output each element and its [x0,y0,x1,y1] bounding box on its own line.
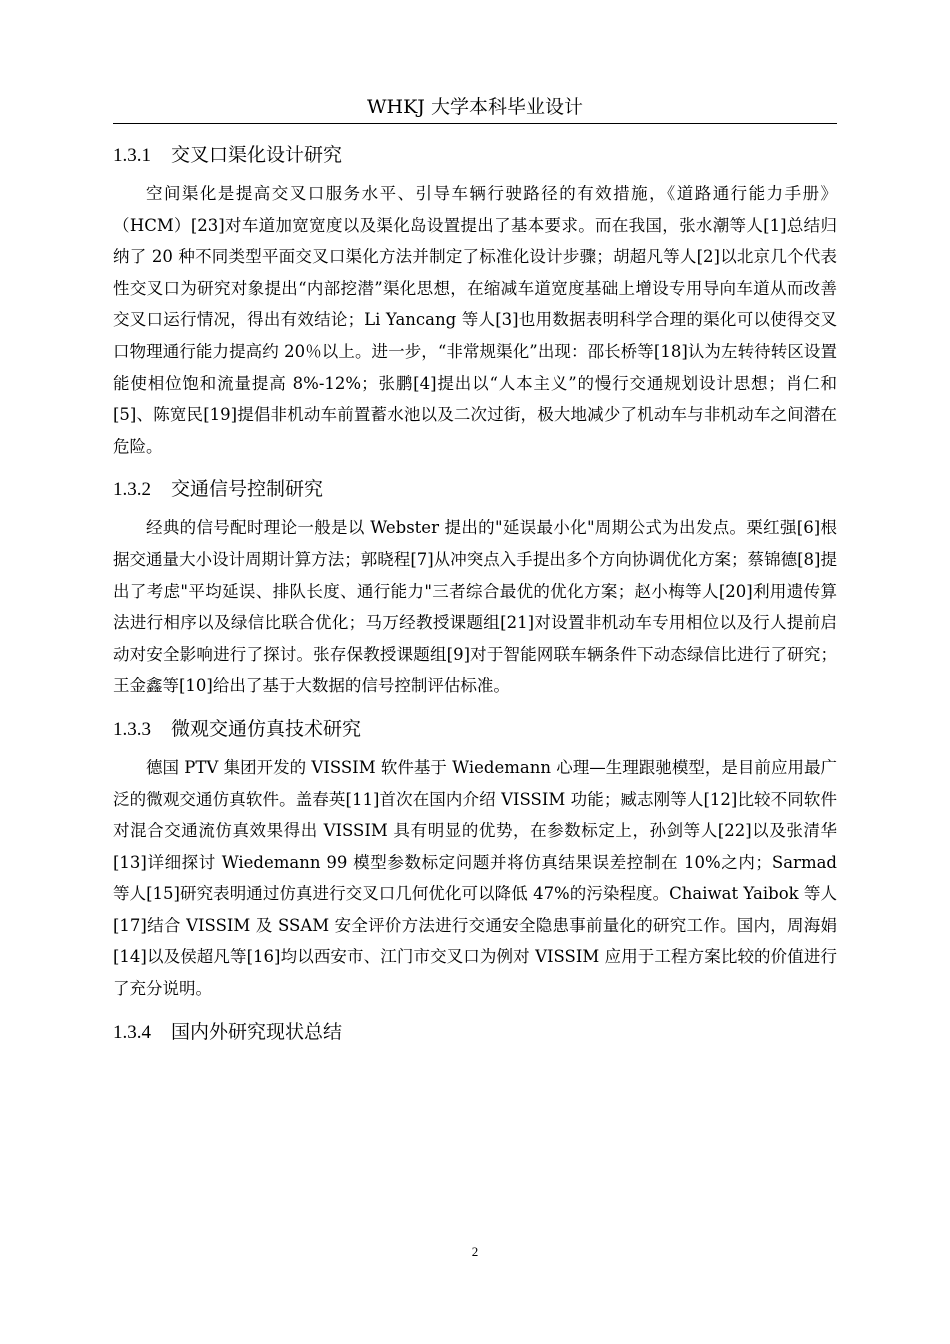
section-title: 微观交通仿真技术研究 [171,717,362,740]
section-paragraph: 经典的信号配时理论一般是以 Webster 提出的"延误最小化"周期公式为出发点。栗红强[6]根据交通量大小设计周期计算方法；郭晓程[7]从冲突点入手提出多个方向协调优化方案；蔡锦德[8]提出了考虑"平均延误、排队长度、通行能力"三者综合最优的优化方案；赵小梅等人[20]利用遗传算法进行相序以及绿信比联合优化；马万经教授课题组[21]对设置非机动车专用相位以及行人提前启动对安全影响进行了探讨。张存保教授课题组[9]对于智能网联车辆条件下动态绿信比进行了研究；王金鑫等[10]给出了基于大数据的信号控制评估标准。 [113,518,837,696]
section-heading-1-3-2 [113,466,837,512]
page-header: WHKJ 大学本科毕业设计 [113,92,837,124]
section-number: 1.3.1 [113,145,151,166]
section-heading-1-3-3 [113,706,837,752]
section-title: 交通信号控制研究 [171,478,324,501]
section-heading-1-3-4 [113,1009,837,1055]
section-paragraph: 德国 PTV 集团开发的 VISSIM 软件基于 Wiedemann 心理—生理跟驰模型，是目前应用最广泛的微观交通仿真软件。盖春英[11]首次在国内介绍 VISSIM 功能；臧志刚等人[12]比较不同软件对混合交通流仿真效果得出 VISSIM 具有明显的优势，在参数标定上，孙剑等人[22]以及张清华[13]详细探讨 Wiedemann 99 模型参数标定问题并将仿真结果误差控制在 10%之内；Sarmad 等人[15]研究表明通过仿真进行交叉口几何优化可以降低 47%的污染程度。Chaiwat Yaibok 等人[17]结合 VISSIM 及 SSAM 安全评价方法进行交通安全隐患事前量化的研究工作。国内，周海娟[14]以及侯超凡等[16]均以西安市、江门市交叉口为例对 VISSIM 应用于工程方案比较的价值进行了充分说明。 [113,757,837,999]
section-number: 1.3.2 [113,479,151,501]
section-title: 交叉口渠化设计研究 [171,144,343,166]
section-number: 1.3.3 [113,718,151,740]
section-heading-1-3-1 [113,132,837,178]
section-title: 国内外研究现状总结 [171,1020,343,1043]
section-number: 1.3.4 [113,1021,151,1043]
section-paragraph: 空间渠化是提高交叉口服务水平、引导车辆行驶路径的有效措施，《道路通行能力手册》（HCM）[23]对车道加宽宽度以及渠化岛设置提出了基本要求。而在我国，张水潮等人[1]总结归纳了 20 种不同类型平面交叉口渠化方法并制定了标准化设计步骤；胡超凡等人[2]以北京几个代表性交叉口为研究对象提出“内部挖潜”渠化思想，在缩减车道宽度基础上增设专用导向车道从而改善交叉口运行情况，得出有效结论；Li Yancang 等人[3]也用数据表明科学合理的渠化可以使得交叉口物理通行能力提高约 20％以上。进一步，“非常规渠化”出现：邵长桥等[18]认为左转待转区设置能使相位饱和流量提高 8%-12%；张鹏[4]提出以“人本主义”的慢行交通规划设计思想；肖仁和[5]、陈宽民[19]提倡非机动车前置蓄水池以及二次过街，极大地减少了机动车与非机动车之间潜在危险。 [113,184,837,456]
document-body [113,132,837,1055]
page-number: 2 [471,1244,479,1259]
